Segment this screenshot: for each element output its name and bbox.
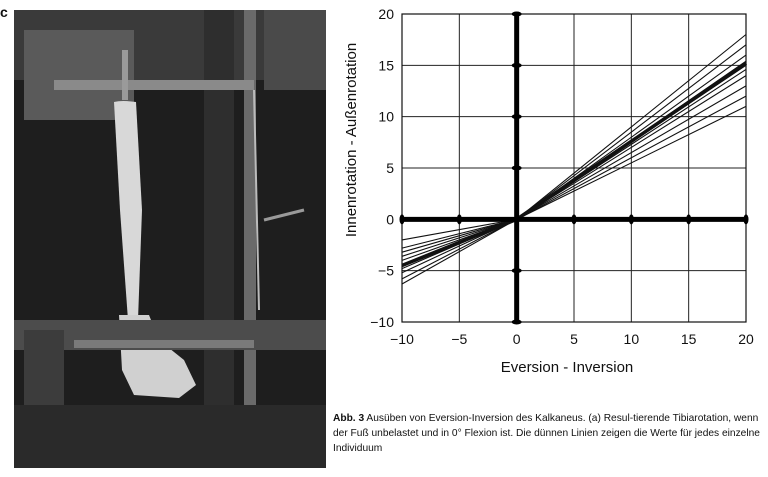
y-tick-label: −10	[370, 314, 394, 330]
y-axis-marker	[512, 63, 522, 68]
chart-grid	[402, 14, 746, 322]
x-tick-label: −10	[390, 331, 414, 347]
x-axis-marker	[629, 214, 634, 224]
y-axis-label: Innenrotation - Außenrotation	[343, 42, 360, 238]
rotation-chart	[338, 0, 768, 395]
x-axis-marker	[400, 214, 405, 224]
y-tick-label: 10	[378, 108, 394, 125]
apparatus-photo-image	[14, 10, 326, 468]
x-axis-marker	[572, 214, 577, 224]
caption-label: Abb. 3	[333, 413, 365, 424]
y-axis-marker	[512, 217, 522, 222]
chart-tick-labels	[370, 6, 754, 347]
x-tick-label: 15	[680, 331, 697, 347]
y-axis-marker	[512, 12, 522, 17]
x-axis-marker	[457, 214, 462, 224]
x-tick-label: 20	[738, 331, 754, 347]
y-axis-marker	[512, 114, 522, 119]
x-tick-label: 10	[623, 331, 640, 347]
x-tick-label: −5	[451, 331, 468, 347]
x-axis-marker	[686, 214, 691, 224]
x-tick-label: 0	[512, 331, 521, 347]
figure-caption	[333, 411, 763, 456]
y-axis-marker	[512, 268, 522, 273]
x-axis-label: Eversion - Inversion	[500, 359, 634, 376]
y-tick-label: 20	[378, 6, 394, 22]
panel-label: c	[0, 4, 8, 20]
y-tick-label: −5	[378, 262, 394, 279]
y-axis-marker	[512, 320, 522, 325]
y-tick-label: 5	[386, 160, 394, 176]
x-tick-label: 5	[570, 331, 578, 347]
x-axis-marker	[744, 214, 749, 224]
y-tick-label: 0	[386, 211, 394, 228]
apparatus-photo	[14, 10, 326, 468]
caption-text: Ausüben von Eversion-Inversion des Kalkaneus. (a) Resul-tierende Tibiarotation, wenn der Fuß unbelastet und in 0° Flexion ist. Die dünnen Linien zeigen die Werte für jedes einzelne Individuum	[333, 413, 760, 454]
y-tick-label: 15	[378, 57, 394, 74]
y-axis-marker	[512, 166, 522, 171]
